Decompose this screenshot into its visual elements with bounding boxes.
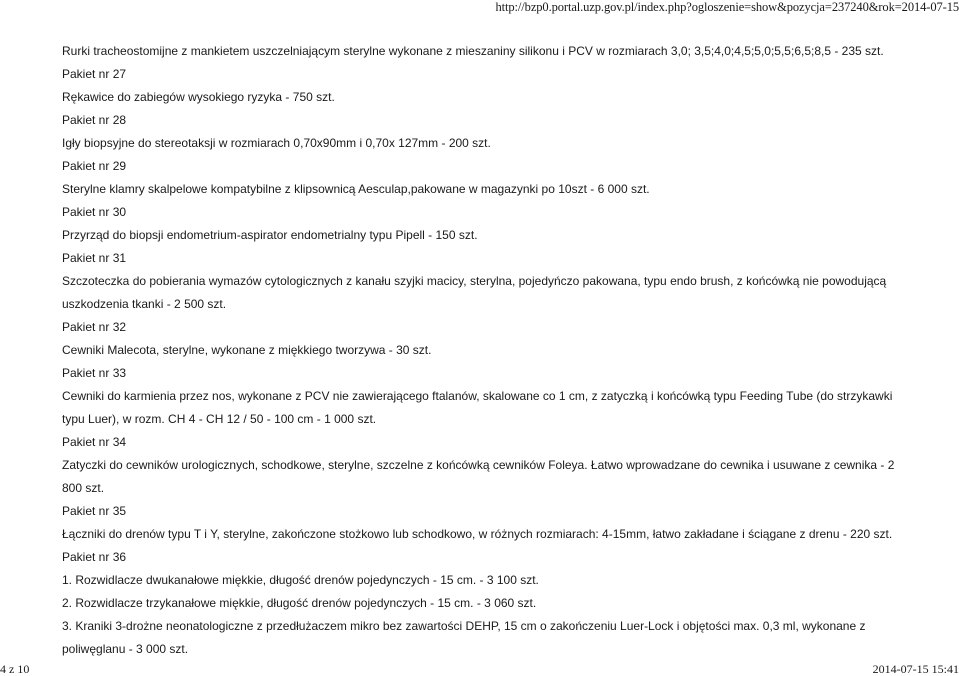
item-description: Zatyczki do cewników urologicznych, schodkowe, sterylne, szczelne z końcówką cewników Foleya. Łatwo wprowadzane do cewnika i usuwane z cewnika - 2 800 szt. — [62, 458, 895, 495]
item-description: Rękawice do zabiegów wysokiego ryzyka - 750 szt. — [62, 90, 335, 104]
item-description: 3. Kraniki 3-drożne neonatologiczne z przedłużaczem mikro bez zawartości DEHP, 15 cm o zakończeniu Luer-Lock i objętości max. 0,3 ml, wykonane z poliwęglanu - 3 000 szt. — [62, 619, 866, 656]
package-heading: Pakiet nr 32 — [62, 320, 127, 334]
document-body — [62, 40, 914, 661]
package-heading: Pakiet nr 27 — [62, 67, 127, 81]
print-header-url: http://bzp0.portal.uzp.gov.pl/index.php?ogloszenie=show&pozycja=237240&rok=2014-07-15 — [495, 0, 959, 14]
package-heading: Pakiet nr 30 — [62, 205, 127, 219]
package-heading: Pakiet nr 33 — [62, 366, 127, 380]
item-description: Igły biopsyjne do stereotaksji w rozmiarach 0,70x90mm i 0,70x 127mm - 200 szt. — [62, 136, 491, 150]
item-description: Szczoteczka do pobierania wymazów cytologicznych z kanału szyjki macicy, sterylna, pojedyńczo pakowana, typu endo brush, z końcówką nie powodującą uszkodzenia tkanki - 2 500 szt. — [62, 274, 887, 311]
item-description: Przyrząd do biopsji endometrium-aspirator endometrialny typu Pipell - 150 szt. — [62, 228, 478, 242]
item-description: 1. Rozwidlacze dwukanałowe miękkie, długość drenów pojedynczych - 15 cm. - 3 100 szt. — [62, 573, 539, 587]
item-description: 2. Rozwidlacze trzykanałowe miękkie, długość drenów pojedynczych - 15 cm. - 3 060 szt. — [62, 596, 537, 610]
package-heading: Pakiet nr 35 — [62, 504, 127, 518]
item-description: Cewniki do karmienia przez nos, wykonane z PCV nie zawierającego ftalanów, skalowane co 1 cm, z zatyczką i końcówką typu Feeding Tube (do strzykawki typu Luer), w rozm. CH 4 - CH 12 / 50 - 100 cm - 1 000 szt. — [62, 389, 893, 426]
item-description: Cewniki Malecota, sterylne, wykonane z miękkiego tworzywa - 30 szt. — [62, 343, 432, 357]
package-heading: Pakiet nr 29 — [62, 159, 127, 173]
package-heading: Pakiet nr 28 — [62, 113, 127, 127]
item-description: Sterylne klamry skalpelowe kompatybilne z klipsownicą Aesculap,pakowane w magazynki po 10szt - 6 000 szt. — [62, 182, 650, 196]
item-description: Rurki tracheostomijne z mankietem uszczelniającym sterylne wykonane z mieszaniny silikonu i PCV w rozmiarach 3,0; 3,5;4,0;4,5;5,0;5,5;6,5;8,5 - 235 szt. — [62, 44, 884, 58]
package-heading: Pakiet nr 34 — [62, 435, 127, 449]
package-heading: Pakiet nr 31 — [62, 251, 127, 265]
print-datetime: 2014-07-15 15:41 — [872, 662, 959, 676]
page-number: 4 z 10 — [0, 662, 30, 676]
package-heading: Pakiet nr 36 — [62, 550, 127, 564]
item-description: Łączniki do drenów typu T i Y, sterylne, zakończone stożkowo lub schodkowo, w różnych rozmiarach: 4-15mm, łatwo zakładane i ściągane z drenu - 220 szt. — [62, 527, 893, 541]
